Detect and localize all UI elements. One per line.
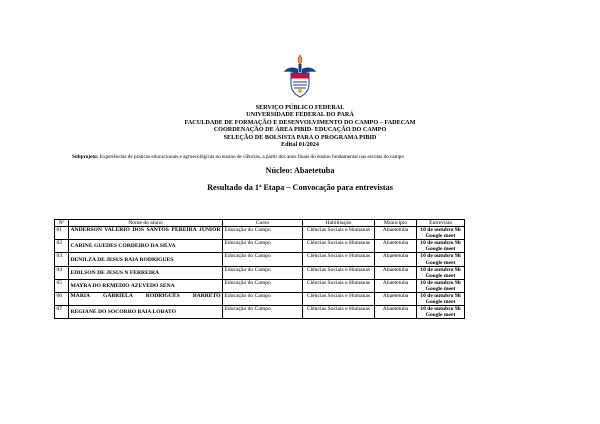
entrevista-local: Google meet: [425, 312, 456, 319]
cell-habilitacao: Ciências Sociais e Humanas: [303, 240, 375, 253]
nucleo-title: Núcleo: Abaetetuba: [265, 166, 335, 175]
entrevista-data: 10 de outubro 9h: [420, 240, 461, 247]
cell-municipio: Abaetetuba: [375, 240, 417, 253]
results-table: [54, 219, 465, 319]
cell-nome: DENILZA DE JESUS BAIA RODRIGUES: [69, 253, 223, 266]
cell-num: 06: [55, 293, 69, 306]
cell-municipio: Abaetetuba: [375, 306, 417, 319]
header-curso: Curso: [223, 220, 303, 227]
cell-municipio: Abaetetuba: [375, 253, 417, 266]
header-line-edital: Edital 01/2024: [281, 141, 319, 149]
entrevista-local: Google meet: [425, 285, 456, 292]
cell-entrevista: [417, 293, 465, 306]
table-row: [55, 253, 465, 266]
cell-curso: Educação do Campo: [223, 279, 303, 292]
header-num: Nº: [55, 220, 69, 227]
header-habilitacao: Habilitação: [303, 220, 375, 227]
cell-curso: Educação do Campo: [223, 266, 303, 279]
table-row: [55, 266, 465, 279]
cell-municipio: Abaetetuba: [375, 227, 417, 240]
cell-curso: Educação do Campo: [223, 240, 303, 253]
cell-num: 02: [55, 240, 69, 253]
cell-habilitacao: Ciências Sociais e Humanas: [303, 306, 375, 319]
subprojeto: [72, 154, 600, 161]
entrevista-data: 10 de outubro 9h: [420, 266, 461, 273]
header-line-servico: SERVIÇO PÚBLICO FEDERAL: [255, 104, 345, 111]
cell-habilitacao: Ciências Sociais e Humanas: [303, 266, 375, 279]
header-municipio: Município: [375, 220, 417, 227]
entrevista-data: 10 de outubro 9h: [420, 279, 461, 286]
cell-nome: REGIANE DO SOCORRO BAIA LOBATO: [69, 306, 223, 319]
cell-nome: ANDERSON VALERIO DOS SANTOS PEREIRA JUNIOR: [69, 227, 223, 240]
entrevista-data: 10 de outubro 9h: [420, 227, 461, 234]
cell-curso: Educação do Campo: [223, 293, 303, 306]
cell-habilitacao: Ciências Sociais e Humanas: [303, 253, 375, 266]
cell-num: 03: [55, 253, 69, 266]
entrevista-local: Google meet: [425, 299, 456, 306]
cell-nome: CARINE GUEDES CORDEIRO DA SILVA: [69, 240, 223, 253]
table-row: [55, 293, 465, 306]
cell-habilitacao: Ciências Sociais e Humanas: [303, 279, 375, 292]
entrevista-data: 10 de outubro 9h: [420, 293, 461, 300]
cell-habilitacao: Ciências Sociais e Humanas: [303, 227, 375, 240]
cell-num: 07: [55, 306, 69, 319]
subprojeto-label: Subprojeto:: [72, 154, 99, 160]
cell-entrevista: [417, 306, 465, 319]
cell-entrevista: [417, 279, 465, 292]
resultado-title: Resultado da 1ª Etapa – Convocação para entrevistas: [207, 183, 393, 192]
table-row: [55, 227, 465, 240]
entrevista-local: Google meet: [425, 233, 456, 240]
header-nome: Nome do aluno: [69, 220, 223, 227]
header-line-selecao: SELEÇÃO DE BOLSISTA PARA O PROGRAMA PIBID: [223, 133, 377, 141]
cell-num: 04: [55, 266, 69, 279]
table-row: [55, 306, 465, 319]
cell-entrevista: [417, 253, 465, 266]
subprojeto-text: Experiências de práticas educacionais e agroecológicas no ensino de ciências, a partir dos anos finais do ensino fundamental nas escolas do campo: [99, 154, 404, 160]
entrevista-local: Google meet: [425, 259, 456, 266]
header-line-coordenacao: COORDENAÇÃO DE ÁREA PIBID- EDUCAÇÃO DO CAMPO: [213, 126, 387, 134]
entrevista-local: Google meet: [425, 272, 456, 279]
table-row: [55, 240, 465, 253]
cell-entrevista: [417, 227, 465, 240]
ufpa-brasao-icon: [282, 54, 318, 100]
cell-municipio: Abaetetuba: [375, 279, 417, 292]
entrevista-data: 10 de outubro 9h: [420, 253, 461, 260]
cell-entrevista: [417, 240, 465, 253]
header-entrevista: Entrevista: [417, 220, 465, 227]
cell-curso: Educação do Campo: [223, 306, 303, 319]
header-line-universidade: UNIVERSIDADE FEDERAL DO PARÁ: [246, 111, 354, 119]
cell-num: 01: [55, 227, 69, 240]
cell-curso: Educação do Campo: [223, 253, 303, 266]
cell-nome: MARIA GABRIELA RODRIGUES BARRETO: [69, 293, 223, 306]
cell-municipio: Abaetetuba: [375, 266, 417, 279]
document-header: [0, 104, 600, 148]
entrevista-data: 10 de outubro 9h: [420, 306, 461, 313]
header-line-faculdade: FACULDADE DE FORMAÇÃO E DESENVOLVIMENTO DO CAMPO – FADECAM: [184, 118, 416, 126]
cell-municipio: Abaetetuba: [375, 293, 417, 306]
cell-nome: MAYRA DO REMEDIO AZEVEDO SENA: [69, 279, 223, 292]
cell-curso: Educação do Campo: [223, 227, 303, 240]
cell-nome: EDILSON DE JESUS N FERREIRA: [69, 266, 223, 279]
cell-entrevista: [417, 266, 465, 279]
entrevista-local: Google meet: [425, 246, 456, 253]
cell-num: 05: [55, 279, 69, 292]
table-row: [55, 279, 465, 292]
cell-habilitacao: Ciências Sociais e Humanas: [303, 293, 375, 306]
table-header-row: [55, 220, 465, 227]
